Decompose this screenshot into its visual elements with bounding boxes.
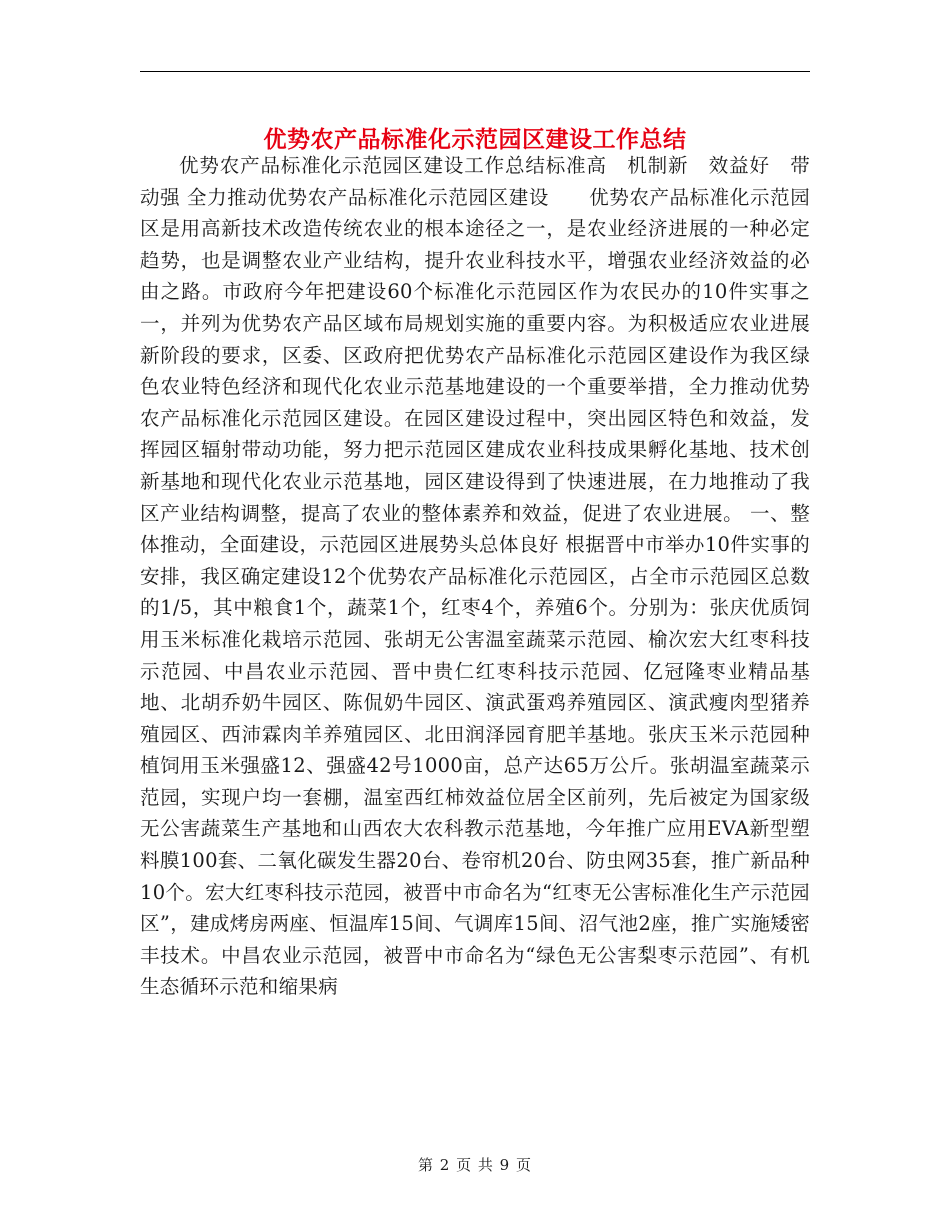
document-title: 优势农产品标准化示范园区建设工作总结 [263,127,687,154]
document-body-paragraph: 优势农产品标准化示范园区建设工作总结标准高 机制新 效益好 带动强 全力推动优势农产品标准化示范园区建设 优势农产品标准化示范园区是用高新技术改造传统农业的根本途径之一，是农业经济进展的一种必定趋势，也是调整农业产业结构，提升农业科技水平，增强农业经济效益的必由之路。市政府今年把建设60个标准化示范园区作为农民办的10件实事之一，并列为优势农产品区域布局规划实施的重要内容。为积极适应农业进展新阶段的要求，区委、区政府把优势农产品标准化示范园区建设作为我区绿色农业特色经济和现代化农业示范基地建设的一个重要举措，全力推动优势农产品标准化示范园区建设。在园区建设过程中，突出园区特色和效益，发挥园区辐射带动功能，努力把示范园区建成农业科技成果孵化基地、技术创新基地和现代化农业示范基地，园区建设得到了快速进展，在力地推动了我区产业结构调整，提高了农业的整体素养和效益，促进了农业进展。 一、整体推动，全面建设，示范园区进展势头总体良好 根据晋中市举办10件实事的安排，我区确定建设12个优势农产品标准化示范园区，占全市示范园区总数的1/5，其中粮食1个，蔬菜1个，红枣4个，养殖6个。分别为：张庆优质饲用玉米标准化栽培示范园、张胡无公害温室蔬菜示范园、榆次宏大红枣科技示范园、中昌农业示范园、晋中贵仁红枣科技示范园、亿冠隆枣业精品基地、北胡乔奶牛园区、陈侃奶牛园区、演武蛋鸡养殖园区、演武瘦肉型猪养殖园区、西沛霖肉羊养殖园区、北田润泽园育肥羊基地。张庆玉米示范园种植饲用玉米强盛12、强盛42号1000亩，总产达65万公斤。张胡温室蔬菜示范园，实现户均一套棚，温室西红柿效益位居全区前列，先后被定为国家级无公害蔬菜生产基地和山西农大农科教示范基地，今年推广应用EVA新型塑料膜100套、二氧化碳发生器20台、卷帘机20台、防虫网35套，推广新品种10个。宏大红枣科技示范园，被晋中市命名为“红枣无公害标准化生产示范园区”，建成烤房两座、恒温库15间、气调库15间、沼气池2座，推广实施矮密丰技术。中昌农业示范园，被晋中市命名为“绿色无公害梨枣示范园”、有机生态循环示范和缩果病 [140,154,810,999]
header-rule [140,71,810,72]
page-number-footer: 第 2 页 共 9 页 [418,1156,532,1174]
